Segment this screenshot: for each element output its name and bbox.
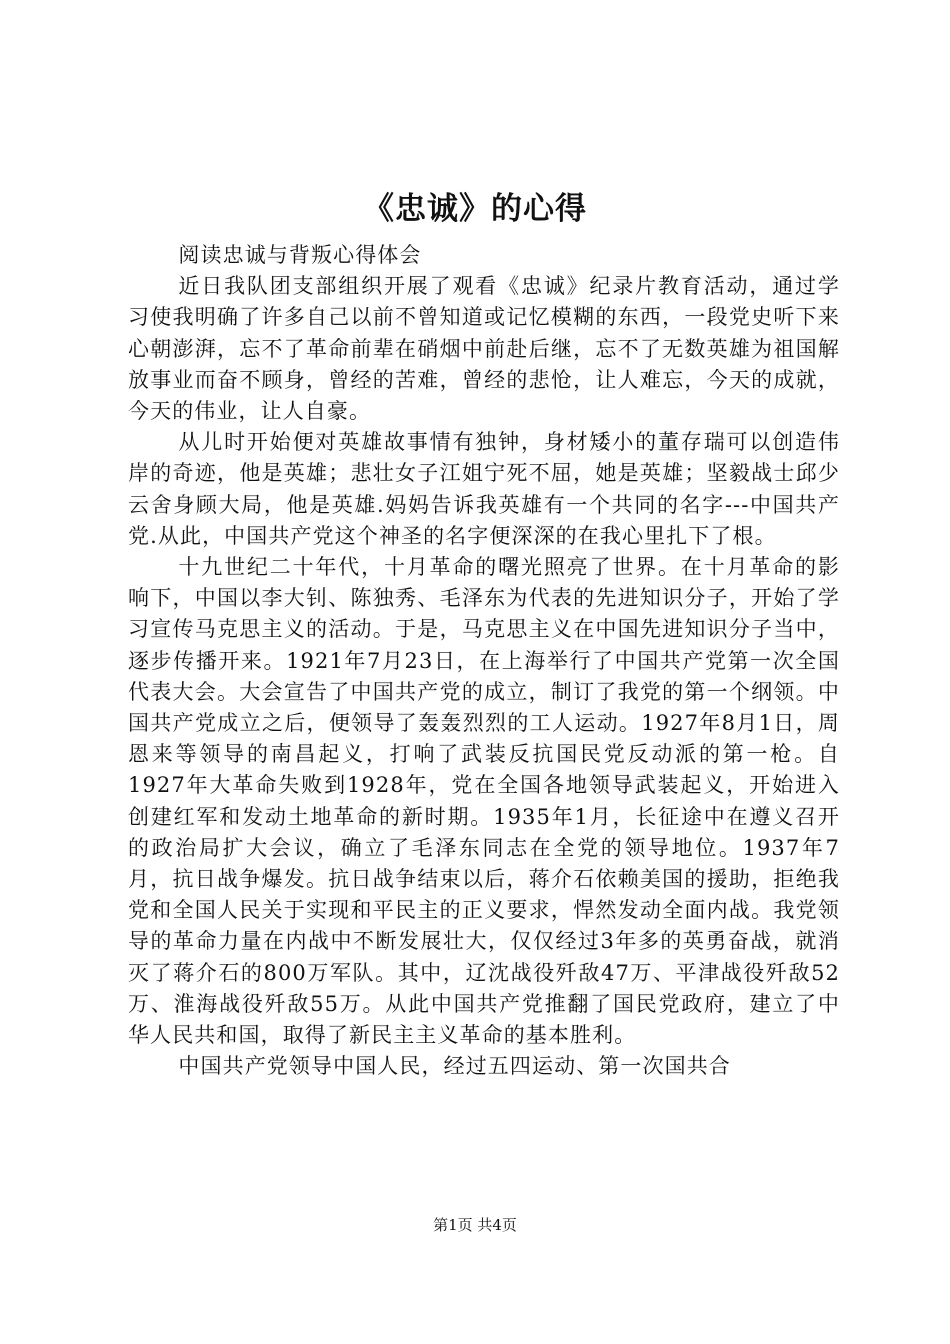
paragraph: 十九世纪二十年代，十月革命的曙光照亮了世界。在十月革命的影响下，中国以李大钊、陈独秀、毛泽东为代表的先进知识分子，开始了学习宣传马克思主义的活动。于是，马克思主义在中国先进知识分子当中，逐步传播开来。1921年7月23日，在上海举行了中国共产党第一次全国代表大会。大会宣告了中国共产党的成立，制订了我党的第一个纲领。中国共产党成立之后，便领导了轰轰烈烈的工人运动。1927年8月1日，周恩来等领导的南昌起义，打响了武装反抗国民党反动派的第一枪。自1927年大革命失败到1928年，党在全国各地领导武装起义，开始进入创建红军和发动土地革命的新时期。1935年1月，长征途中在遵义召开的政治局扩大会议，确立了毛泽东同志在全党的领导地位。1937年7月，抗日战争爆发。抗日战争结束以后，蒋介石依赖美国的援助，拒绝我党和全国人民关于实现和平民主的正义要求，悍然发动全面内战。我党领导的革命力量在内战中不断发展壮大，仅仅经过3年多的英勇奋战，就消灭了蒋介石的800万军队。其中，辽沈战役歼敌47万、平津战役歼敌52万、淮海战役歼敌55万。从此中国共产党推翻了国民党政府，建立了中华人民共和国，取得了新民主主义革命的基本胜利。 — [128, 555, 840, 1048]
paragraph: 从儿时开始便对英雄故事情有独钟，身材矮小的董存瑞可以创造伟岸的奇迹，他是英雄；悲壮女子江姐宁死不屈，她是英雄；坚毅战士邱少云舍身顾大局，他是英雄.妈妈告诉我英雄有一个共同的名字---中国共产党.从此，中国共产党这个神圣的名字便深深的在我心里扎下了根。 — [128, 430, 840, 548]
document-title: 《忠诚》的心得 — [363, 191, 587, 227]
paragraph-subtitle: 阅读忠诚与背叛心得体会 — [178, 243, 422, 267]
page-number: 第1页 — [433, 1216, 473, 1234]
page-total: 共4页 — [477, 1216, 517, 1234]
page-footer — [0, 1214, 950, 1236]
paragraph: 近日我队团支部组织开展了观看《忠诚》纪录片教育活动，通过学习使我明确了许多自己以前不曾知道或记忆模糊的东西，一段党史听下来心朝澎湃，忘不了革命前辈在硝烟中前赴后继，忘不了无数英雄为祖国解放事业而奋不顾身，曾经的苦难，曾经的悲怆，让人难忘，今天的成就，今天的伟业，让人自豪。 — [128, 274, 840, 424]
paragraph: 中国共产党领导中国人民，经过五四运动、第一次国共合 — [178, 1054, 731, 1079]
document-body — [128, 240, 840, 1082]
